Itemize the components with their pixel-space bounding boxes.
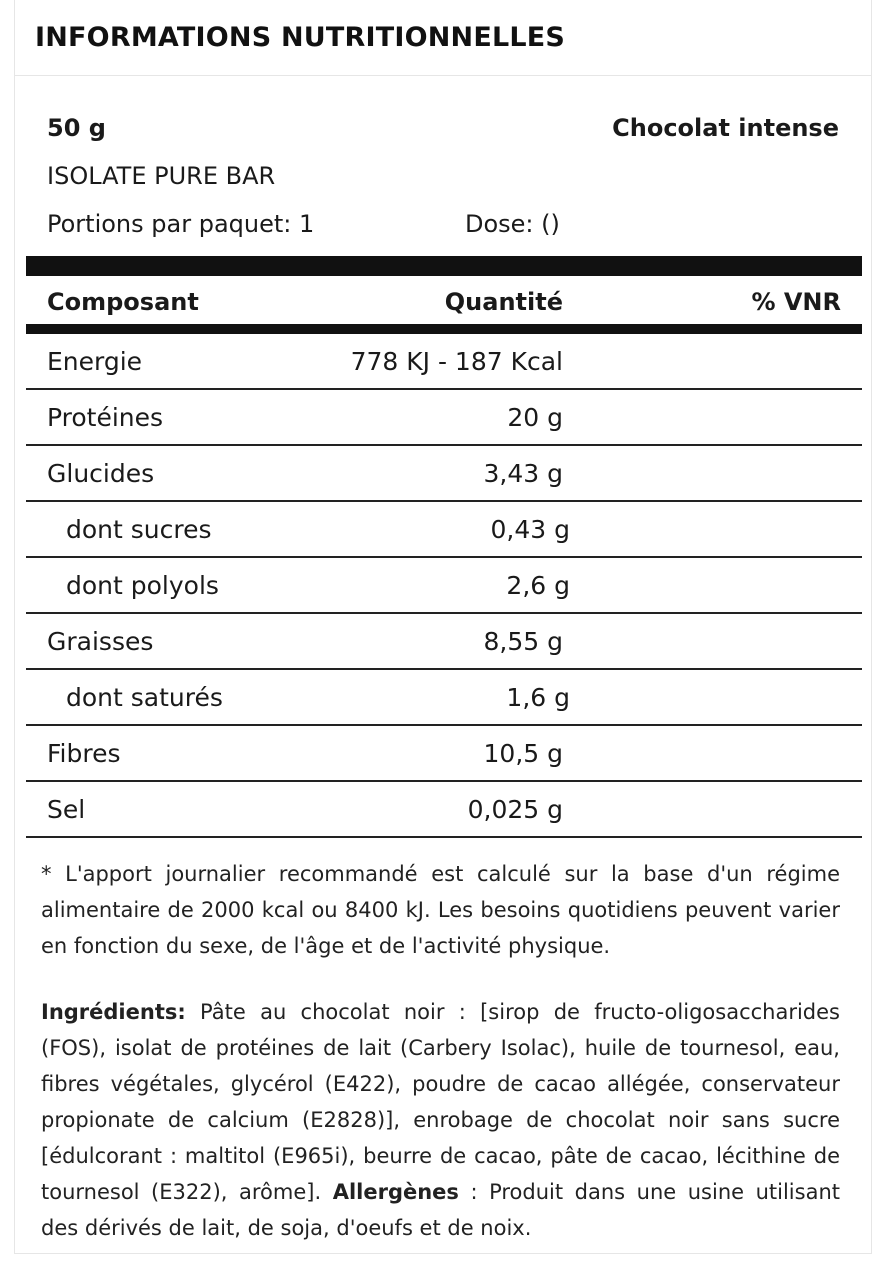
row-component: Fibres	[47, 739, 121, 768]
page-title: INFORMATIONS NUTRITIONNELLES	[35, 22, 566, 53]
column-header-quantity: Quantité	[444, 288, 563, 316]
table-body	[26, 334, 862, 838]
row-component: Glucides	[47, 459, 155, 488]
table-row	[26, 726, 862, 782]
card-header	[15, 0, 871, 76]
product-weight: 50 g	[47, 114, 106, 142]
ingredients-text: Pâte au chocolat noir : [sirop de fructo-oligosaccharides (FOS), isolat de protéines de lait (Carbery Isolac), huile de tournesol, eau, fibres végétales, glycérol (E422), poudre de cacao allégée, conservateur propionate de calcium (E2828)], enrobage de chocolat noir sans sucre [édulcorant : maltitol (E965i), beurre de cacao, pâte de cacao, lécithine de tournesol (E322), arôme].	[41, 1000, 840, 1204]
nutrition-table	[26, 276, 862, 838]
servings-per-pack: Portions par paquet: 1	[47, 210, 315, 238]
column-header-vnr: % VNR	[751, 288, 841, 316]
info-row-servings	[47, 210, 839, 258]
row-quantity: 2,6 g	[506, 571, 570, 600]
row-quantity: 10,5 g	[483, 739, 563, 768]
allergens-text: : Produit dans une usine utilisant des dérivés de lait, de soja, d'oeufs et de noix.	[41, 1180, 840, 1240]
info-row-name	[47, 162, 839, 210]
ingredients-label: Ingrédients:	[41, 1000, 186, 1024]
row-component: Protéines	[47, 403, 164, 432]
row-component: Energie	[47, 347, 143, 376]
row-quantity: 20 g	[507, 403, 563, 432]
row-quantity: 3,43 g	[483, 459, 563, 488]
footnote: * L'apport journalier recommandé est calculé sur la base d'un régime alimentaire de 2000 kcal ou 8400 kJ. Les besoins quotidiens peuvent varier en fonction du sexe, de l'âge et de l'activité physique.	[41, 862, 840, 958]
table-row	[26, 334, 862, 390]
row-component: dont sucres	[66, 515, 212, 544]
row-component: Graisses	[47, 627, 154, 656]
column-header-component: Composant	[47, 288, 199, 316]
table-row	[26, 446, 862, 502]
table-row	[26, 782, 862, 838]
separator-bar-top	[26, 256, 862, 276]
nutrition-card	[14, 0, 872, 1254]
row-component: dont saturés	[66, 683, 223, 712]
product-name: ISOLATE PURE BAR	[47, 162, 276, 190]
table-row	[26, 390, 862, 446]
row-quantity: 0,025 g	[467, 795, 563, 824]
row-component: Sel	[47, 795, 86, 824]
separator-bar-header	[26, 324, 862, 334]
info-row-weight	[47, 114, 839, 162]
table-header	[26, 276, 862, 324]
product-info	[47, 114, 839, 258]
table-row	[26, 670, 862, 726]
table-row	[26, 502, 862, 558]
row-quantity: 8,55 g	[483, 627, 563, 656]
table-row	[26, 614, 862, 670]
row-component: dont polyols	[66, 571, 219, 600]
row-quantity: 0,43 g	[490, 515, 570, 544]
row-quantity: 1,6 g	[506, 683, 570, 712]
product-flavor: Chocolat intense	[612, 114, 839, 142]
ingredients-paragraph	[41, 994, 840, 1246]
row-quantity: 778 KJ - 187 Kcal	[350, 347, 563, 376]
dose: Dose: ()	[465, 210, 560, 238]
table-row	[26, 558, 862, 614]
allergens-label: Allergènes	[332, 1180, 459, 1204]
